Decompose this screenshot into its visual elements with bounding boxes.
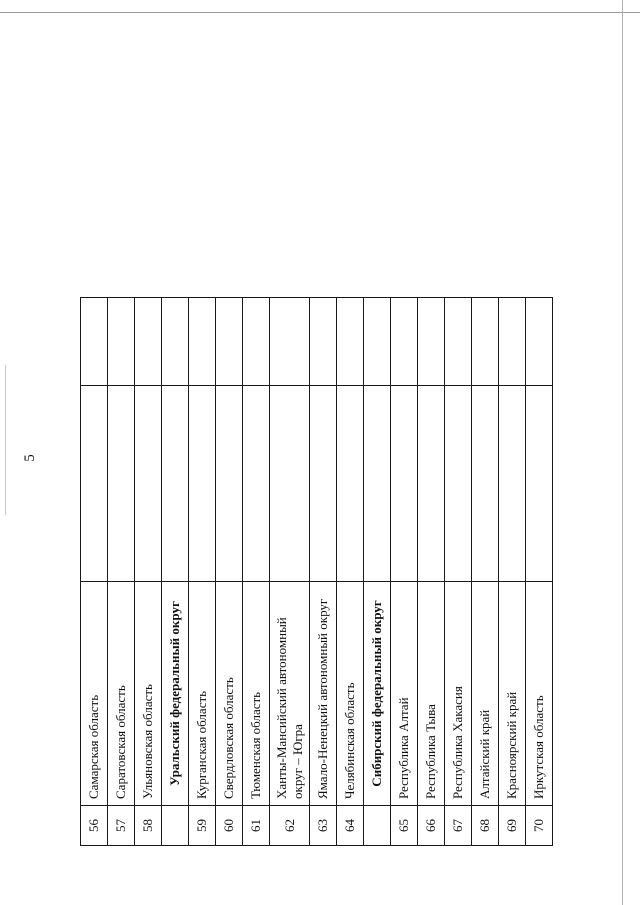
district-heading-row	[162, 298, 189, 846]
empty-cell	[337, 298, 364, 386]
region-name-cell: Самарская область	[81, 582, 108, 806]
empty-cell	[189, 298, 216, 386]
empty-cell	[81, 386, 108, 582]
empty-cell	[499, 298, 526, 386]
empty-cell	[499, 386, 526, 582]
federal-district-heading: Сибирский федеральный округ	[364, 582, 391, 806]
region-row	[216, 298, 243, 846]
empty-cell	[445, 298, 472, 386]
empty-cell	[243, 298, 270, 386]
region-name-cell: Ульяновская область	[135, 582, 162, 806]
empty-cell	[135, 386, 162, 582]
region-name-cell: Красноярский край	[499, 582, 526, 806]
row-number-cell: 61	[243, 806, 270, 846]
region-name-cell: Республика Хакасия	[445, 582, 472, 806]
region-name-cell: Свердловская область	[216, 582, 243, 806]
page-number: 5	[21, 454, 38, 462]
empty-cell	[270, 386, 310, 582]
empty-cell	[472, 386, 499, 582]
region-row	[81, 298, 108, 846]
empty-cell	[472, 298, 499, 386]
row-number-cell	[364, 806, 391, 846]
region-name-cell: Курганская область	[189, 582, 216, 806]
row-number-cell: 60	[216, 806, 243, 846]
empty-cell	[216, 386, 243, 582]
empty-cell	[310, 298, 337, 386]
region-name-cell: Иркутская область	[526, 582, 553, 806]
row-number-cell: 65	[391, 806, 418, 846]
empty-cell	[108, 298, 135, 386]
region-row	[499, 298, 526, 846]
scan-edge-top	[0, 12, 640, 13]
federal-district-heading: Уральский федеральный округ	[162, 582, 189, 806]
row-number-cell: 57	[108, 806, 135, 846]
row-number-cell: 68	[472, 806, 499, 846]
empty-cell	[418, 386, 445, 582]
region-row	[472, 298, 499, 846]
regions-table	[80, 297, 553, 846]
row-number-cell: 69	[499, 806, 526, 846]
region-row	[189, 298, 216, 846]
row-number-cell: 66	[418, 806, 445, 846]
row-number-cell: 64	[337, 806, 364, 846]
empty-cell	[391, 386, 418, 582]
empty-cell	[445, 386, 472, 582]
region-row	[391, 298, 418, 846]
empty-cell	[216, 298, 243, 386]
empty-cell	[162, 386, 189, 582]
region-name-cell: Алтайский край	[472, 582, 499, 806]
region-row	[108, 298, 135, 846]
region-name-cell: Республика Тыва	[418, 582, 445, 806]
region-name-cell: Республика Алтай	[391, 582, 418, 806]
region-row	[135, 298, 162, 846]
row-number-cell: 59	[189, 806, 216, 846]
empty-cell	[364, 298, 391, 386]
district-heading-row	[364, 298, 391, 846]
empty-cell	[418, 298, 445, 386]
empty-cell	[526, 386, 553, 582]
empty-cell	[135, 298, 162, 386]
scan-edge-left	[5, 365, 6, 515]
region-row	[270, 298, 310, 846]
empty-cell	[270, 298, 310, 386]
region-name-cell: Ханты-Мансийский автономный округ – Югра	[270, 582, 310, 806]
empty-cell	[189, 386, 216, 582]
region-row	[418, 298, 445, 846]
empty-cell	[337, 386, 364, 582]
region-row	[445, 298, 472, 846]
empty-cell	[243, 386, 270, 582]
row-number-cell: 58	[135, 806, 162, 846]
empty-cell	[81, 298, 108, 386]
row-number-cell: 70	[526, 806, 553, 846]
region-row	[310, 298, 337, 846]
region-name-cell: Тюменская область	[243, 582, 270, 806]
region-name-cell: Саратовская область	[108, 582, 135, 806]
row-number-cell	[162, 806, 189, 846]
region-row	[337, 298, 364, 846]
row-number-cell: 62	[270, 806, 310, 846]
empty-cell	[526, 298, 553, 386]
row-number-cell: 56	[81, 806, 108, 846]
region-row	[526, 298, 553, 846]
row-number-cell: 67	[445, 806, 472, 846]
region-row	[243, 298, 270, 846]
region-name-cell: Ямало-Ненецкий автономный округ	[310, 582, 337, 806]
empty-cell	[364, 386, 391, 582]
row-number-cell: 63	[310, 806, 337, 846]
regions-table-body	[81, 298, 553, 846]
empty-cell	[108, 386, 135, 582]
region-name-cell: Челябинская область	[337, 582, 364, 806]
rotated-table-page	[80, 298, 640, 846]
empty-cell	[310, 386, 337, 582]
empty-cell	[162, 298, 189, 386]
empty-cell	[391, 298, 418, 386]
